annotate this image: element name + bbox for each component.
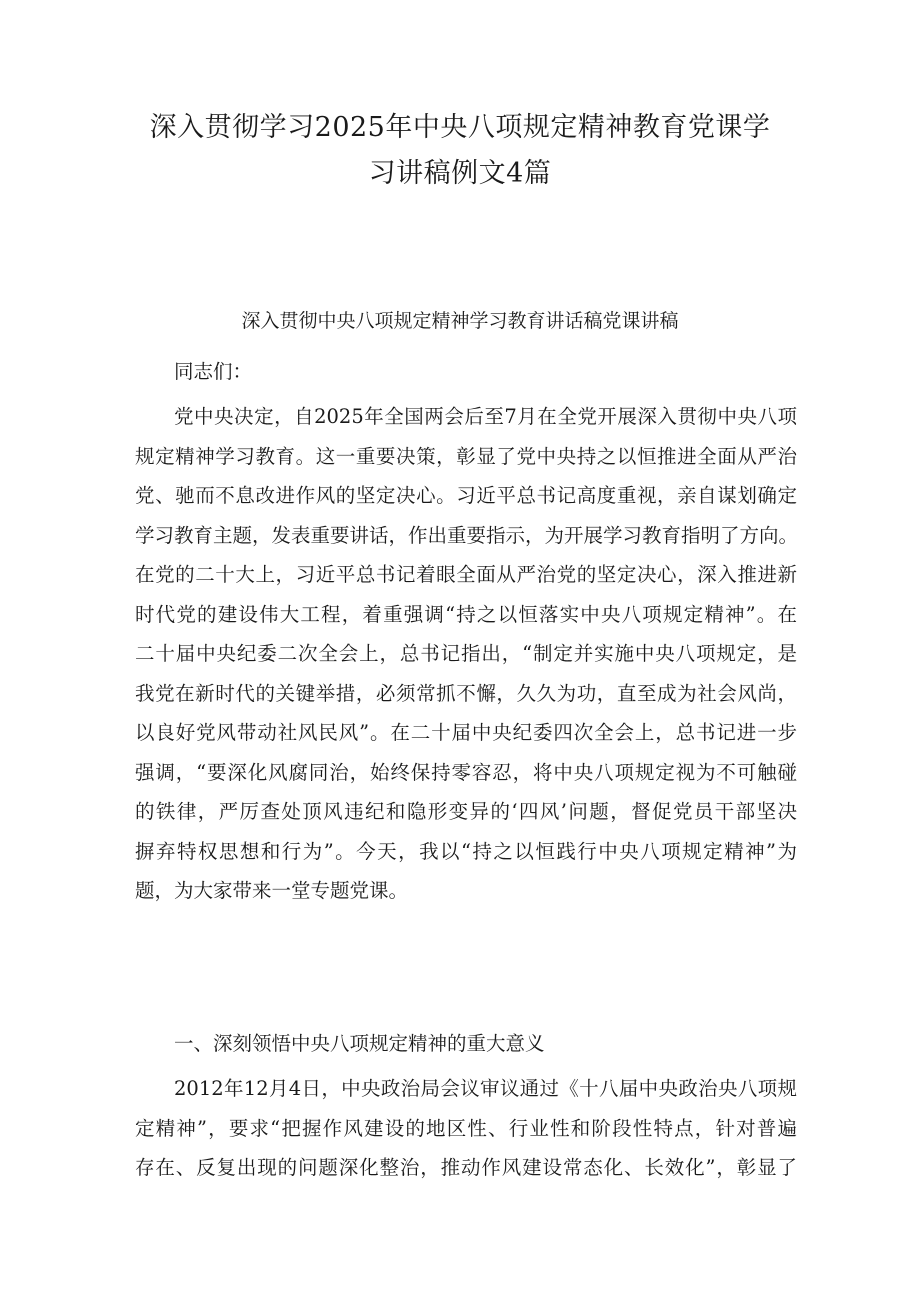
paragraph-line: 2012年12月4日，中央政治局会议审议通过《十八届中央政治央八项规 xyxy=(174,1077,797,1100)
paragraph-line: 存在、反复出现的问题深化整治，推动作风建设常态化、长效化”，彰显了 xyxy=(135,1156,797,1179)
paragraph-line: 在党的二十大上，习近平总书记着眼全面从严治党的坚定决心，深入推进新 xyxy=(135,563,797,586)
paragraph-line: 二十届中央纪委二次全会上，总书记指出，“制定并实施中央八项规定，是 xyxy=(135,642,797,665)
document-title xyxy=(100,105,820,197)
title-line-2: 习讲稿例文4篇 xyxy=(368,158,552,189)
title-line-1: 深入贯彻学习2025年中央八项规定精神教育党课学 xyxy=(149,112,771,143)
section-heading xyxy=(135,1024,797,1064)
paragraph-line: 我党在新时代的关键举措，必须常抓不懈，久久为功，直至成为社会风尚， xyxy=(135,681,797,705)
section-subtitle: 深入贯彻中央八项规定精神学习教育讲话稿党课讲稿 xyxy=(241,310,679,332)
paragraph-line: 规定精神学习教育。这一重要决策，彰显了党中央持之以恒推进全面从严治 xyxy=(135,444,797,468)
paragraph-line: 以良好党风带动社风民风”。在二十届中央纪委四次全会上，总书记进一步 xyxy=(135,721,797,744)
paragraph-line: 摒弃特权思想和行为”。今天，我以“持之以恒践行中央八项规定精神”为 xyxy=(135,839,797,863)
paragraph-line: 党中央决定，自2025年全国两会后至7月在全党开展深入贯彻中央八项 xyxy=(174,405,797,428)
paragraph-line: 强调，“要深化风腐同治，始终保持零容忍，将中央八项规定视为不可触碰 xyxy=(135,760,797,784)
paragraph-line: 定精神”，要求“把握作风建设的地区性、行业性和阶段性特点，针对普遍 xyxy=(135,1116,797,1140)
paragraph-line: 题，为大家带来一堂专题党课。 xyxy=(135,879,409,902)
paragraph-1 xyxy=(135,397,797,911)
paragraph-line: 党、驰而不息改进作风的坚定决心。习近平总书记高度重视，亲自谋划确定 xyxy=(135,484,797,507)
section-heading-text: 一、深刻领悟中央八项规定精神的重大意义 xyxy=(174,1032,545,1055)
paragraph-line: 时代党的建设伟大工程，着重强调“持之以恒落实中央八项规定精神”。在 xyxy=(135,602,797,626)
paragraph-line: 学习教育主题，发表重要讲话，作出重要指示，为开展学习教育指明了方向。 xyxy=(135,523,799,547)
greeting-text: 同志们： xyxy=(174,360,253,383)
paragraph-2 xyxy=(135,1069,797,1188)
paragraph-line: 的铁律，严厉查处顶风违纪和隐形变异的‘四风’问题，督促党员干部坚决 xyxy=(135,800,797,823)
greeting xyxy=(135,352,797,392)
